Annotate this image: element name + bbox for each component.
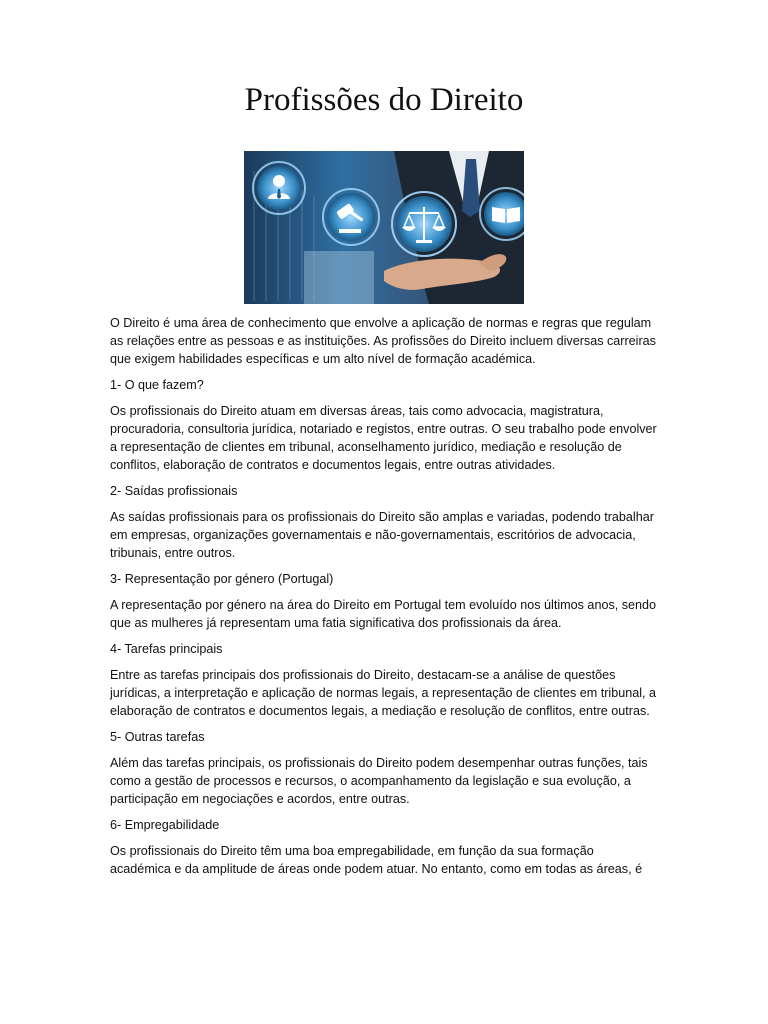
person-icon xyxy=(253,162,305,214)
scales-icon xyxy=(392,192,456,256)
section-paragraph: Além das tarefas principais, os profissionais do Direito podem desempenhar outras funções, tais como a gestão de processos e recursos, o acompanhamento da legislação e sua evolução, a participação em negociações e acordos, entre outras. xyxy=(110,756,648,806)
intro-paragraph: O Direito é uma área de conhecimento que envolve a aplicação de normas e regras que regulam as relações entre as pessoas e as instituições. As profissões do Direito incluem diversas carreiras que exigem habilidades específicas e um alto nível de formação académica. xyxy=(110,316,656,366)
section-paragraph: As saídas profissionais para os profissionais do Direito são amplas e variadas, podendo trabalhar em empresas, organizações governamentais e não-governamentais, escritórios de advocacia, tribunais, entre outros. xyxy=(110,510,654,560)
book-icon xyxy=(480,188,524,240)
page-title: Profissões do Direito xyxy=(244,82,524,118)
document-body xyxy=(110,314,658,886)
section-heading: 3- Representação por género (Portugal) xyxy=(110,572,334,586)
section-paragraph: Os profissionais do Direito atuam em diversas áreas, tais como advocacia, magistratura, procuradoria, consultoria jurídica, notariado e registos, entre outras. O seu trabalho pode envolver a representação de clientes em tribunal, aconselhamento jurídico, mediação e resolução de conflitos, elaboração de contratos e documentos legais, entre outras atividades. xyxy=(110,404,657,472)
section-paragraph: A representação por género na área do Direito em Portugal tem evoluído nos últimos anos, sendo que as mulheres já representam uma fatia significativa dos profissionais da área. xyxy=(110,598,657,630)
gavel-icon xyxy=(323,189,379,245)
section-paragraph: Entre as tarefas principais dos profissionais do Direito, destacam-se a análise de questões jurídicas, a interpretação e aplicação de normas legais, a representação de clientes em tribunal, a elaboração de contratos e documentos legais, a mediação e resolução de conflitos, entre outras. xyxy=(110,668,657,718)
section-heading: 6- Empregabilidade xyxy=(110,818,220,832)
hero-image xyxy=(244,151,524,304)
section-paragraph: Os profissionais do Direito têm uma boa empregabilidade, em função da sua formação académica e da amplitude de áreas onde podem atuar. No entanto, como em todas as áreas, é xyxy=(110,844,643,876)
section-heading: 2- Saídas profissionais xyxy=(110,484,238,498)
section-heading: 1- O que fazem? xyxy=(110,378,204,392)
section-heading: 4- Tarefas principais xyxy=(110,642,223,656)
section-heading: 5- Outras tarefas xyxy=(110,730,205,744)
